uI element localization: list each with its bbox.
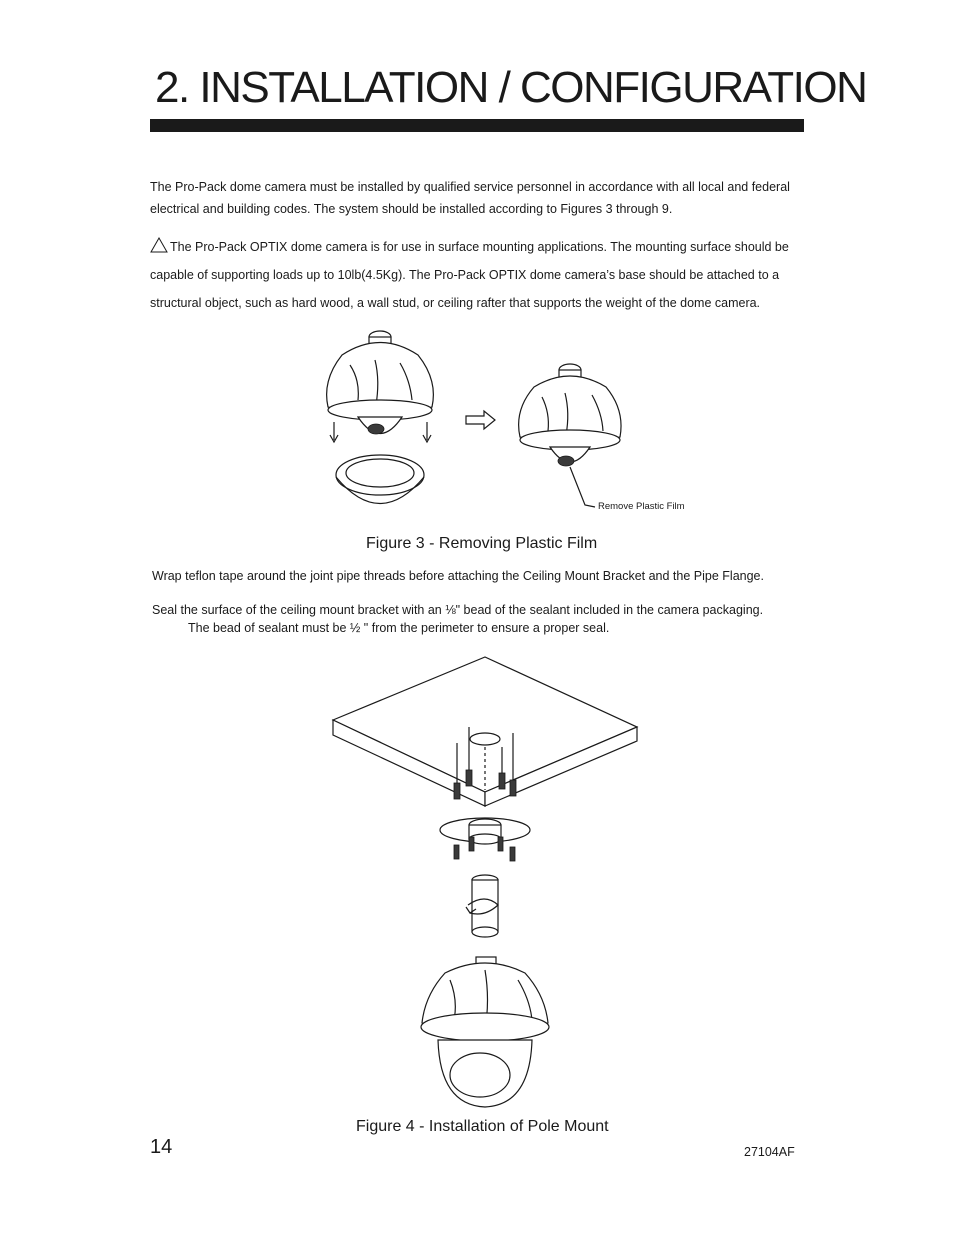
figure-3-caption: Figure 3 - Removing Plastic Film	[366, 535, 598, 552]
plastic-film-ring	[336, 455, 424, 504]
document-number: 27104AF	[744, 1145, 795, 1159]
teflon-tape-note: Wrap teflon tape around the joint pipe threads before attaching the Ceiling Mount Bracket and the Pipe Flange.	[152, 569, 764, 583]
title-rule	[150, 119, 804, 132]
warning-line-2: capable of supporting loads up to 10lb(4.5Kg). The Pro-Pack OPTIX dome camera’s base should be attached to a	[150, 268, 780, 282]
dome-camera-assembly	[421, 957, 549, 1107]
figure-4-caption: Figure 4 - Installation of Pole Mount	[356, 1118, 609, 1135]
warning-paragraph	[150, 233, 810, 317]
dome-camera-housing-right	[519, 364, 621, 507]
page-number: 14	[150, 1136, 173, 1158]
page-title: 2. INSTALLATION / CONFIGURATION	[155, 63, 867, 112]
figure-4-illustration	[330, 655, 640, 1110]
pipe-flange	[440, 818, 530, 844]
sealant-note-line-1: Seal the surface of the ceiling mount bracket with an ⅛" bead of the sealant included in the camera packaging.	[152, 603, 764, 617]
warning-triangle-icon	[150, 237, 168, 253]
joint-pipe	[466, 875, 498, 937]
figure-3-illustration	[320, 325, 640, 525]
right-arrow-icon	[466, 411, 495, 429]
warning-line-1: The Pro-Pack OPTIX dome camera is for use in surface mounting applications. The mounting surface should be	[170, 240, 789, 254]
sealant-note-line-2: The bead of sealant must be ½ " from the perimeter to ensure a proper seal.	[188, 621, 610, 635]
warning-line-3: structural object, such as hard wood, a wall stud, or ceiling rafter that supports the weight of the dome camera.	[150, 296, 761, 310]
intro-paragraph: The Pro-Pack dome camera must be installed by qualified service personnel in accordance with all local and federal electrical and building codes. The system should be installed according to Figures 3 through 9.	[150, 180, 790, 216]
remove-plastic-film-callout: Remove Plastic Film	[598, 501, 685, 512]
dome-camera-housing-left	[327, 331, 434, 434]
